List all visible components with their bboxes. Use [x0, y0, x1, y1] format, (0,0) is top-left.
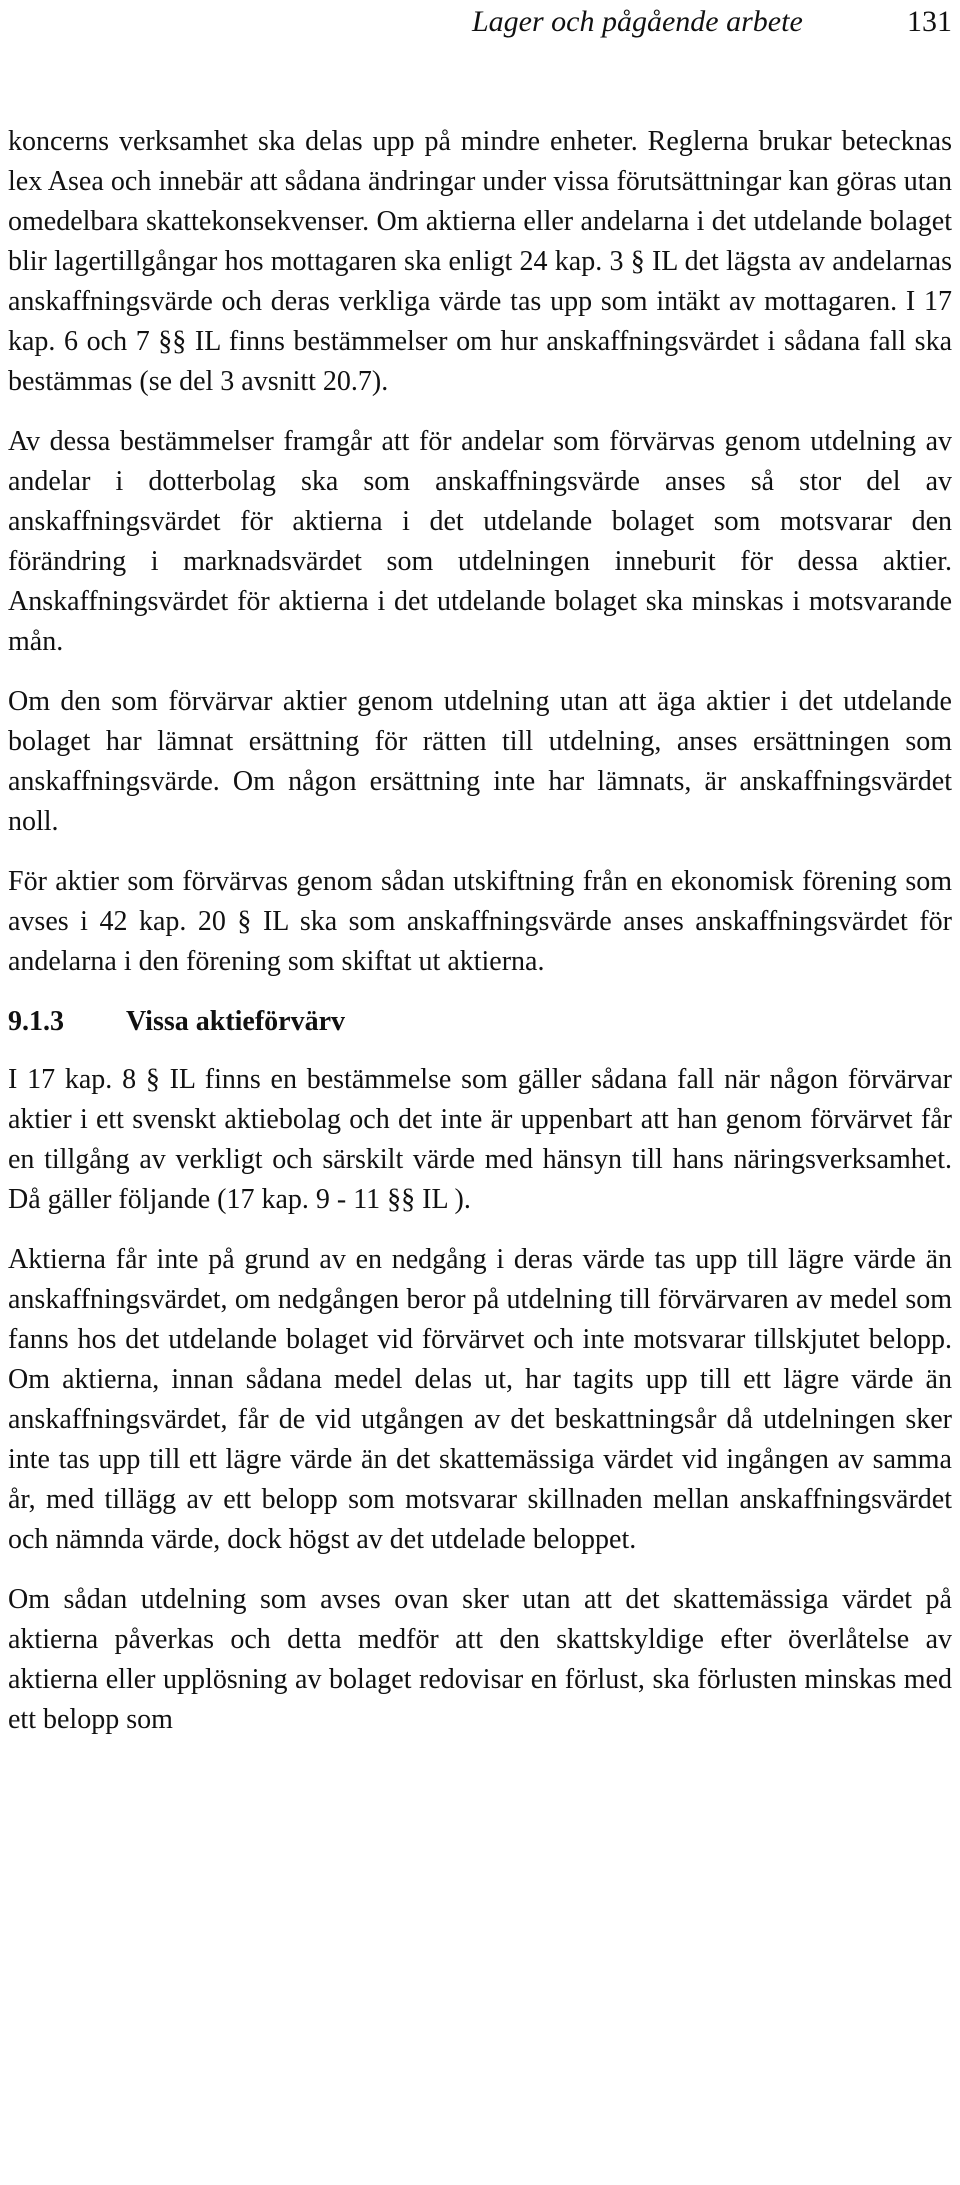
paragraph-vardenedgang: Aktierna får inte på grund av en nedgång i deras värde tas upp till lägre värde än anskaffningsvärdet, om nedgången beror på utdelning till förvärvaren av medel som fanns hos det utdelande bolaget vid förvärvet och inte motsvarar tillskjutet belopp. Om aktierna, innan sådana medel delas ut, har tagits upp till ett lägre värde än anskaffningsvärdet, får de vid utgången av det beskattningsår då utdelningen sker inte tas upp till ett lägre värde än det skattemässiga värdet vid ingången av samma år, med tillägg av ett belopp som motsvarar skillnaden mellan anskaffningsvärdet och nämnda värde, dock högst av det utdelade beloppet.: [8, 1244, 952, 1555]
paragraph-anskaffningsvarde-utdelning: Av dessa bestämmelser framgår att för andelar som förvärvas genom utdelning av andelar i dotterbolag ska som anskaffningsvärde anses så stor del av anskaffningsvärdet för aktierna i det utdelande bolaget som motsvarar den förändring i marknadsvärdet som utdelningen inneburit för dessa aktier. Anskaffningsvärdet för aktierna i det utdelande bolaget ska minskas i motsvarande mån.: [8, 426, 952, 657]
running-title: Lager och pågående arbete: [472, 5, 803, 38]
page-header: [0, 0, 960, 60]
paragraph-ekonomisk-forening: För aktier som förvärvas genom sådan utskiftning från en ekonomisk förening som avses i 42 kap. 20 § IL ska som anskaffningsvärde anses anskaffningsvärdet för andelarna i den förening som skiftat ut aktierna.: [8, 866, 952, 977]
document-body: [8, 122, 952, 1740]
paragraph-vissa-aktieforvarv: I 17 kap. 8 § IL finns en bestämmelse som gäller sådana fall när någon förvärvar aktier i ett svenskt aktiebolag och det inte är uppenbart att han genom förvärvet får en tillgång av verkligt och särskilt värde med hänsyn till hans näringsverksamhet. Då gäller följande (17 kap. 9 - 11 §§ IL ).: [8, 1064, 952, 1215]
page-number: 131: [907, 5, 952, 38]
paragraph-lex-asea: koncerns verksamhet ska delas upp på mindre enheter. Reglerna brukar betecknas lex Asea och innebär att sådana ändringar under vissa förutsättningar kan göras utan omedelbara skattekonsekvenser. Om aktierna eller andelarna i det utdelande bolaget blir lagertillgångar hos mottagaren ska enligt 24 kap. 3 § IL det lägsta av andelarnas anskaffningsvärde och deras verkliga värde tas upp som intäkt av mottagaren. I 17 kap. 6 och 7 §§ IL finns bestämmelser om hur anskaffningsvärdet i sådana fall ska bestämmas (se del 3 avsnitt 20.7).: [8, 126, 952, 397]
paragraph-forlust: Om sådan utdelning som avses ovan sker utan att det skattemässiga värdet på aktierna påverkas och detta medför att den skattskyldige efter överlåtelse av aktierna eller upplösning av bolaget redovisar en förlust, ska förlusten minskas med ett belopp som: [8, 1584, 952, 1735]
section-number: 9.1.3: [8, 1006, 64, 1037]
paragraph-ersattning-for-utdelning: Om den som förvärvar aktier genom utdelning utan att äga aktier i det utdelande bolaget har lämnat ersättning för rätten till utdelning, anses ersättningen som anskaffningsvärde. Om någon ersättning inte har lämnats, är anskaffningsvärdet noll.: [8, 686, 952, 837]
section-heading: [8, 1002, 952, 1042]
section-title: Vissa aktieförvärv: [126, 1006, 346, 1037]
